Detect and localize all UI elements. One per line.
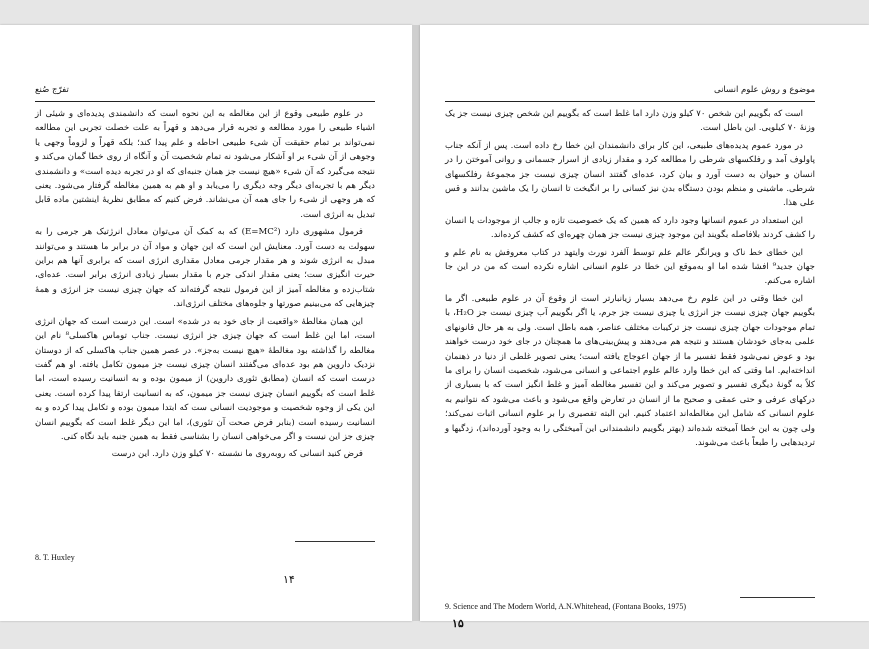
left-page bbox=[0, 25, 412, 621]
paragraph: این همان مغالطهٔ «واقعیت از جای خود به در شده» است. این درست است که جهان انرژی است، اما این غلط است که جهان چیزی جز انرژی نیست. جناب توماس هاکسلی⁸ نام این مغالطه را گذاشته بود مغالطهٔ «هیچ نیست به‌جز». در عصر همین جناب هاکسلی که از دوستان نزدیک داروین هم بود عده‌ای می‌گفتند انسان چیزی نیست جز میمون تکامل یافته. او هم گفت درست است که انسان (مطابق تئوری داروین) از میمون بوده و به انسانیت رسیده است، اما غلط است که بگوییم انسان چیزی نیست جز میمون، که به انسانیت ارتقا پیدا کرده است. یعنی این یکی از وجوه شخصیت و موجودیت انسانی ست که ابتدا میمون بوده و تکامل پیدا کرده و به انسانیت رسیده است (بنابر فرض صحت آن تئوری)، اما این دیگر غلط است که بگوییم انسان چیزی جز این نیست و اگر می‌خواهی انسان را بشناسی فقط به همین جنبه باید نگاه کنی. bbox=[35, 316, 375, 442]
paragraph: در علوم طبیعی وقوع از این مغالطه به این نحوه است که دانشمندی پدیده‌ای و شیئی از اشیاء طبیعی را مورد مطالعه و تجربه قرار می‌دهد و قهراً به علت خصلت تجربی این مطالعه نمی‌تواند بر تمام حقیقت آن شیء طبیعی احاطه و علم پیدا کند؛ بلکه قهراً و لزوماً وجهی یا وجوهی از آن شیء بر او آشکار می‌شود نه تمام شخصیت آن و آنگاه از روی خطا گمان می‌کند و نتیجه می‌گیرد که آن شیء «هیچ نیست جز همان جنبه‌ای که او در تجربه دیده است» و دانشمندی دیگر هم با تجربه‌ای دیگر وجه دیگری را می‌یابد و او هم به همین مغالطه گرفتار می‌شود. یعنی که هر وجهی از شیء را جای همه آن می‌نشاند. فرض کنیم که مطابق نظریهٔ اینشتین ماده قابل تبدیل به انرژی است. bbox=[35, 109, 375, 220]
paragraph: فرض کنید انسانی که روبه‌روی ما نشسته ۷۰ کیلو وزن دارد. این درست bbox=[111, 449, 363, 460]
footnote-rule bbox=[295, 541, 375, 542]
paragraph: در مورد عموم پدیده‌های طبیعی، این کار برای دانشمندان این خطا رخ داده است. پس از آنکه جناب پاولوف آمد و رفلکسهای شرطی را مطالعه کرد و مقدار زیادی از اسرار جسمانی و روانی آموختن را در انسان و حیوان به دست آورد و بیان کرد، عده‌ای گفتند انسان چیزی نیست جز مجموعهٔ رفلکسهای شرطی. ماشینی و منظم بودن دستگاه بدن نیز کسانی را بر انگیخت تا انسان را یک ماشین بدانند و قس علی هذا. bbox=[445, 140, 815, 209]
page-body bbox=[445, 107, 815, 453]
right-page bbox=[420, 25, 869, 630]
page-number: ۱۵ bbox=[452, 617, 464, 630]
page-body bbox=[35, 107, 375, 465]
page-number: ۱۴ bbox=[283, 573, 295, 586]
paragraph: است که بگوییم این شخص ۷۰ کیلو وزن دارد اما غلط است که بگوییم این شخص چیزی نیست جز یک وزنهٔ ۷۰ کیلویی. این باطل است. bbox=[445, 109, 815, 134]
running-header: تفرّج صُنع bbox=[35, 85, 375, 102]
paragraph: این استعداد در عموم انسانها وجود دارد که همین که یک خصوصیت تازه و جالب از موجودات یا انسان را کشف کردند بلافاصله بگویند این موجود چیزی نیست جز همان چهره‌ای که کشف کرده‌اند. bbox=[445, 215, 815, 241]
book-gutter bbox=[412, 25, 420, 621]
running-header: موضوع و روش علوم انسانی bbox=[445, 85, 815, 102]
footnote: 9. Science and The Modern World, A.N.Whitehead, (Fontana Books, 1975) bbox=[445, 602, 687, 611]
footnote-rule bbox=[740, 597, 815, 598]
paragraph: این خطای خط ناک و ویرانگر عالم علم توسط آلفرد نورث وایتهد در کتاب معروفش به نام علم و جهان جدید⁹ افشا شده اما او به‌موقع این خطا در علوم انسانی اشاره نکرده است که من در این جا اشاره می‌کنم. bbox=[445, 247, 815, 287]
footnote: 8. T. Huxley bbox=[35, 553, 75, 562]
paragraph: فرمول مشهوری دارد (E=MC²) که به کمک آن می‌توان معادل انرژتیک هر جرمی را به سهولت به دست آورد. معنایش این است که این جهان و مواد آن در برابر ما هستند و می‌توانند مبدل به انرژی شوند و هر مقدار جرمی معادل مقداری انرژی است که برابری آنها هم براین حیرت انگیزی ست؛ یعنی مقدار اندکی جرم با مقدار بسیار زیادی انرژی برابر است. عده‌ای، شتاب‌زده و مغالطه آمیز از این فرمول نتیجه گرفته‌اند که جهان چیزی نیست جز انرژی و همهٔ چیزهایی که می‌بینیم صورتها و جلوه‌های مختلف انرژی‌اند. bbox=[35, 227, 375, 310]
paragraph: این خطا وقتی در این علوم رخ می‌دهد بسیار زیانبارتر است از وقوع آن در علوم طبیعی. اگر ما بگوییم جهان چیزی نیست جز انرژی یا چیزی نیست جز جرم، یا اگر بگوییم آب چیزی نیست جز H₂O، با تمام موجودات جهان چیزی نیست جز ترکیبات مختلف عناصر، همه باطل است. ولی به هر حال قانونهای علمی به‌جای خودشان هستند و نتیجه هم می‌دهند و پیش‌بینی‌های ما همچنان در جای خود درست خواهند بود و عوض نمی‌شود فقط تفسیر ما از جهان اعوجاج یافته است؛ یعنی تصویر غلطی از دنیا در ذهنمان انداخته‌ایم. اما وقتی که این خطا وارد عالم علوم اجتماعی و انسانی می‌شود، شخصیت انسان را برای ما کلاً به گونهٔ دیگری تفسیر و تصویر می‌کند و این تفسیر مغالطه آمیز و غلط انگیز است که با بسیاری از درکهای عرفی و حتی عمقی و صحیح ما از انسان در تعارض واقع می‌شود و باعث می‌شود که نتوانیم به علوم انسانی که شامل این مغالطه‌اند اعتماد کنیم. این البته تفصیری را بر علوم انسانی اثبات نمی‌کند؛ ولی چون به این خطا آمیخته شده‌اند (بهتر بگوییم دانشمندانی این آمیختگی را به وجود آورده‌اند)، زدگیها و تردیدهایی را طبعاً باعث می‌شوند. bbox=[445, 293, 815, 448]
